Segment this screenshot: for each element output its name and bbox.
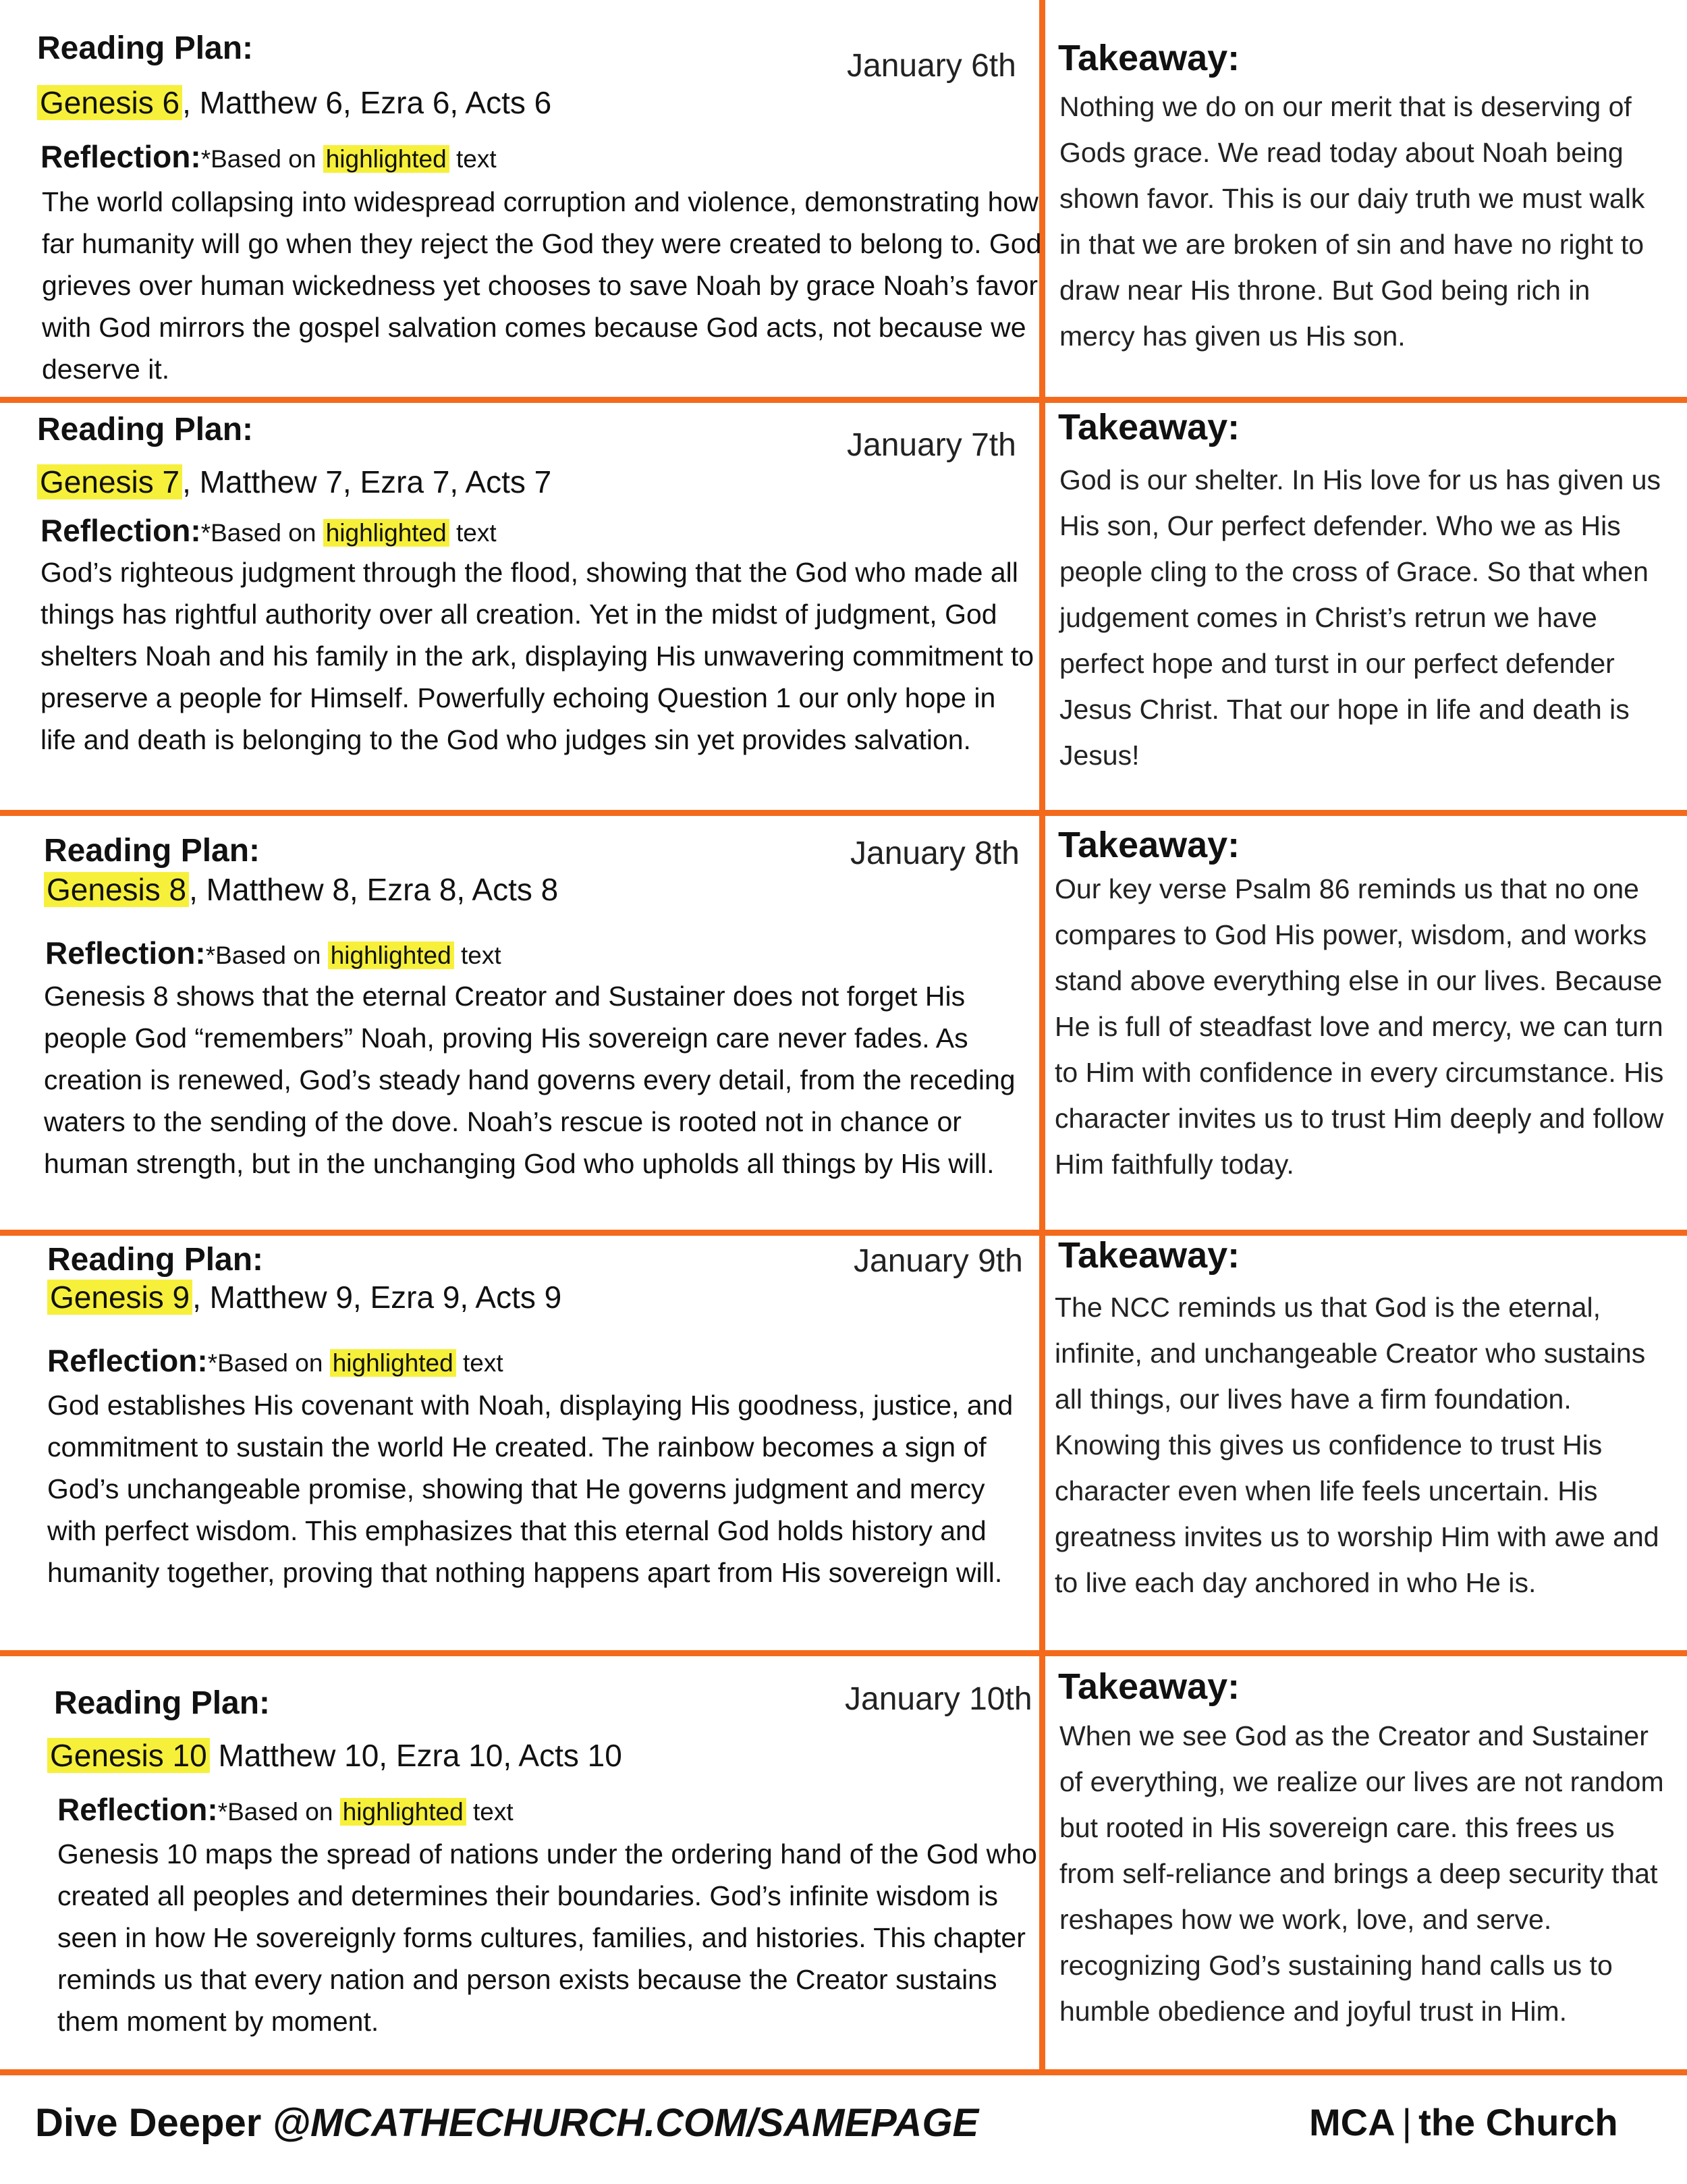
highlighted-book: Genesis 8 [44, 872, 189, 907]
reading-books [47, 1279, 561, 1315]
row-divider [0, 1650, 1687, 1656]
brand-mca: MCA [1309, 2101, 1395, 2144]
reading-plan-label: Reading Plan: [37, 30, 254, 66]
based-on-highlight: highlighted [323, 519, 449, 547]
reflection-heading [57, 1791, 514, 1828]
reflection-heading [40, 512, 497, 549]
other-books: , Matthew 7, Ezra 7, Acts 7 [182, 464, 552, 499]
highlighted-book: Genesis 6 [37, 85, 182, 120]
based-on-note: *Based on [217, 1798, 340, 1826]
takeaway-text: When we see God as the Creator and Sustainer of everything, we realize our lives are not random but rooted in His sovereign care. this frees us from self-reliance and brings a deep security that reshapes how we work, love, and serve. recognizing God’s sustaining hand calls us to humble obedience and joyful trust in Him. [1059, 1720, 1664, 2027]
reflection-label: Reflection: [40, 139, 201, 174]
takeaway-label: Takeaway: [1058, 825, 1240, 865]
reading-books [37, 84, 551, 121]
brand-separator: | [1402, 2101, 1412, 2144]
reflection-text: God establishes His covenant with Noah, displaying His goodness, justice, and commitment to sustain the world He created. The rainbow becomes a sign of God’s unchangeable promise, showing that He governs judgment and mercy with perfect wisdom. This emphasizes that this eternal God holds history and humanity together, proving that nothing happens apart from His sovereign will. [47, 1390, 1014, 1588]
entry-date: January 7th [847, 427, 1016, 463]
based-on-suffix: text [449, 145, 497, 173]
reflection-label: Reflection: [45, 935, 206, 971]
takeaway-label: Takeaway: [1058, 38, 1240, 78]
reflection-label: Reflection: [47, 1343, 208, 1378]
based-on-suffix: text [449, 519, 497, 547]
takeaway-text: The NCC reminds us that God is the eternal, infinite, and unchangeable Creator who sustains all things, our lives have a firm foundation. Knowing this gives us confidence to trust His character even when life feels uncertain. His greatness invites us to worship Him with awe and to live each day anchored in who He is. [1055, 1292, 1659, 1598]
based-on-note: *Based on [207, 1349, 330, 1377]
reflection-heading [47, 1342, 503, 1379]
reflection-heading [45, 935, 501, 971]
takeaway-text: Our key verse Psalm 86 reminds us that no one compares to God His power, wisdom, and works stand above everything else in our lives. Because He is full of steadfast love and mercy, we can turn to Him with confidence in every circumstance. His character invites us to trust Him deeply and follow Him faithfully today. [1055, 873, 1664, 1180]
reading-plan-label: Reading Plan: [37, 412, 254, 447]
based-on-note: *Based on [205, 941, 328, 969]
row-divider [0, 810, 1687, 816]
row-divider [0, 397, 1687, 403]
reading-plan-label: Reading Plan: [44, 833, 260, 869]
takeaway-label: Takeaway: [1058, 1235, 1240, 1276]
entry-january-8 [0, 816, 1687, 1230]
brand-the-church: the Church [1418, 2101, 1618, 2144]
entry-january-6 [0, 0, 1687, 397]
takeaway-text: Nothing we do on our merit that is deserving of Gods grace. We read today about Noah being shown favor. This is our daiy truth we must walk in that we are broken of sin and have no right to draw near His throne. But God being rich in mercy has given us His son. [1059, 91, 1645, 352]
highlighted-book: Genesis 7 [37, 464, 182, 499]
reflection-text: The world collapsing into widespread corruption and violence, demonstrating how far humanity will go when they reject the God they were created to belong to. God grieves over human wickedness yet chooses to save Noah by grace Noah’s favor with God mirrors the gospel salvation comes because God acts, not because we deserve it. [42, 186, 1042, 385]
takeaway-label: Takeaway: [1058, 407, 1240, 447]
other-books: , Matthew 9, Ezra 9, Acts 9 [192, 1280, 562, 1315]
row-divider [0, 1230, 1687, 1236]
reflection-label: Reflection: [40, 513, 201, 548]
dive-deeper-label: Dive Deeper [35, 2101, 273, 2145]
reflection-text: God’s righteous judgment through the flood, showing that the God who made all things has rightful authority over all creation. Yet in the midst of judgment, God shelters Noah and his family in the ark, displaying His unwavering commitment to preserve a people for Himself. Powerfully echoing Question 1 our only hope in life and death is belonging to the God who judges sin yet provides salvation. [40, 557, 1034, 755]
based-on-suffix: text [466, 1798, 514, 1826]
reading-books [37, 464, 551, 500]
website-link[interactable]: @MCATHECHURCH.COM/SAMEPAGE [272, 2101, 979, 2145]
other-books: , Matthew 6, Ezra 6, Acts 6 [182, 85, 552, 120]
entry-january-9 [0, 1236, 1687, 1650]
based-on-suffix: text [453, 941, 501, 969]
entry-date: January 8th [850, 836, 1020, 871]
other-books: , Matthew 8, Ezra 8, Acts 8 [189, 872, 559, 907]
entry-january-7 [0, 403, 1687, 810]
reflection-text: Genesis 10 maps the spread of nations under the ordering hand of the God who created all peoples and determines their boundaries. God’s infinite wisdom is seen in how He sovereignly forms cultures, families, and histories. This chapter reminds us that every nation and person exists because the Creator sustains them moment by moment. [57, 1838, 1037, 2037]
based-on-suffix: text [455, 1349, 503, 1377]
based-on-note: *Based on [200, 145, 323, 173]
based-on-highlight: highlighted [323, 145, 449, 173]
entry-january-10 [0, 1656, 1687, 2069]
reflection-text: Genesis 8 shows that the eternal Creator and Sustainer does not forget His people God “remembers” Noah, proving His sovereign care never fades. As creation is renewed, God’s steady hand governs every detail, from the receding waters to the sending of the dove. Noah’s rescue is rooted not in chance or human strength, but in the unchanging God who upholds all things by His will. [44, 981, 1016, 1179]
based-on-highlight: highlighted [330, 1349, 456, 1377]
based-on-highlight: highlighted [340, 1798, 466, 1826]
highlighted-book: Genesis 10 [47, 1738, 210, 1773]
entry-date: January 10th [845, 1681, 1032, 1717]
highlighted-book: Genesis 9 [47, 1280, 192, 1315]
dive-deeper-footer [35, 2100, 978, 2146]
reading-books [47, 1737, 622, 1774]
other-books: Matthew 10, Ezra 10, Acts 10 [209, 1738, 622, 1773]
row-divider [0, 2069, 1687, 2075]
reflection-label: Reflection: [57, 1792, 218, 1827]
entry-date: January 6th [847, 48, 1016, 84]
reading-books [44, 871, 558, 908]
takeaway-text: God is our shelter. In His love for us has given us His son, Our perfect defender. Who we as His people cling to the cross of Grace. So that when judgement comes in Christ’s retrun we have perfect hope and turst in our perfect defender Jesus Christ. That our hope in life and death is Jesus! [1059, 464, 1661, 771]
reflection-heading [40, 138, 497, 175]
reading-plan-label: Reading Plan: [54, 1685, 271, 1721]
entry-date: January 9th [854, 1243, 1023, 1279]
based-on-note: *Based on [200, 519, 323, 547]
church-brand [1309, 2100, 1618, 2144]
takeaway-label: Takeaway: [1058, 1666, 1240, 1707]
reading-plan-label: Reading Plan: [47, 1242, 264, 1278]
based-on-highlight: highlighted [328, 941, 454, 969]
